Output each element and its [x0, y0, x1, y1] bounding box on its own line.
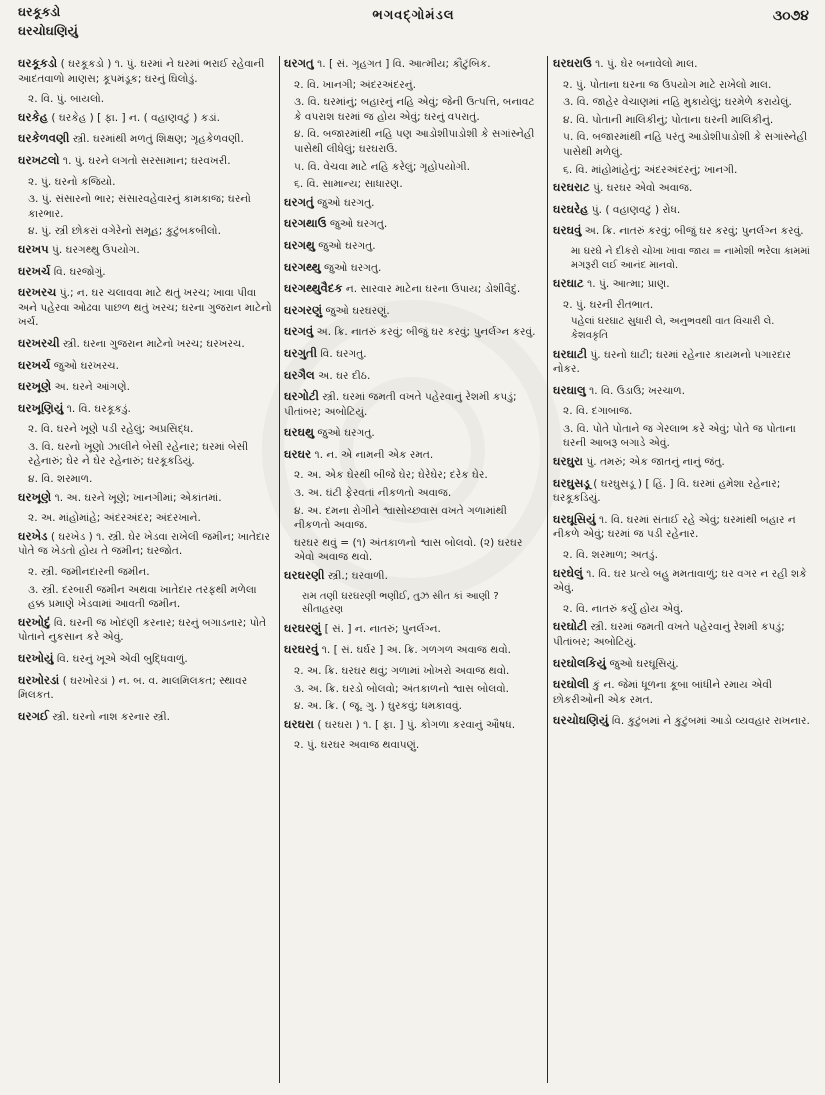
definition: ૧. [ સં. ગૃહગત ] વિ. આત્મીય; કૌટુંબિક. — [313, 58, 491, 70]
dictionary-entry — [284, 389, 542, 419]
sub-sense: ૨. અ. એક ઘેરથી બીજે ઘેર; ઘેરેઘેર; દરેક ઘેર. — [294, 469, 488, 482]
headword: ઘરખરચી — [18, 335, 60, 350]
dictionary-entry — [18, 110, 274, 126]
dictionary-entry — [284, 56, 542, 72]
sub-sense: ૨. અ. ક્રિ. ઘરઘર થવું; ગળામાં ખોખરો અવાજ થવો. — [294, 665, 510, 677]
headword: ઘરખોયું — [18, 651, 54, 665]
headword: ઘરગુતી — [284, 345, 318, 360]
sub-sense: ૨. વિ. નાતરું કર્યું હોય એવું. — [563, 602, 684, 615]
headword: ઘરખર્ચ — [18, 357, 51, 372]
dictionary-entry — [553, 202, 811, 218]
headword: ઘરગથ્થુવૈદક — [284, 281, 343, 296]
definition: જુઓ ઘરઘૂસિયું. — [606, 657, 679, 670]
definition: સ્ત્રી. ઘરમાં જમતી વખતે પહેરવાનું રેશમી કપડું; પીતાંબર; અબોટિયું. — [553, 621, 785, 648]
headword: ઘરઘર — [284, 446, 312, 461]
sub-sense: ૩. સ્ત્રી. દરબારી જમીન અથવા ખાતેદાર તરફથી મળેલા હક્ક પ્રમાણે ખેડવામાં આવતી જમીન. — [28, 583, 257, 611]
headword: ઘરઘરવું — [284, 642, 319, 657]
sub-sense: ૫. વિ. બજારમાંથી નહિ પરંતુ આડોશીપાડોશી કે સગાંસ્નેહી પાસેથી મળેલું. — [563, 131, 808, 158]
headword: ઘરઘરણું — [284, 620, 322, 635]
headword: ઘરઘરેહ — [553, 201, 589, 216]
dictionary-entry — [553, 656, 811, 672]
definition: ૧. પું. આત્મા; પ્રાણ. — [583, 278, 670, 291]
dictionary-entry — [284, 642, 542, 658]
sub-sense: ૬. વિ. માંહોમાંહેનું; અંદરઅંદરનું; ખાનગી. — [563, 163, 738, 176]
sub-sense: ઘરઘર થવું = (૧) અંતકાળનો શ્વાસ બોલવો. (૨) ઘરઘર એવો અવાજ થવો. — [294, 536, 523, 564]
headword: ઘરઘવું — [553, 223, 582, 238]
definition: ૧. [ સં. ઘર્ઘર ] અ. ક્રિ. ગળગળ અવાજ થવો. — [318, 644, 512, 657]
headword: ઘરખટલો — [18, 152, 60, 167]
sub-sense: ૨. પું. ઘરઘર અવાજ થવાપણું. — [294, 739, 420, 752]
dictionary-entry — [18, 379, 274, 395]
column-divider — [547, 56, 548, 1083]
column-divider — [279, 56, 280, 1083]
headword: ઘરઘાટ — [553, 276, 584, 291]
headword: ઘરઘાટી — [553, 346, 588, 361]
usage-quote: પહેલાં ઘરઘાટ સુધારી લે, અનુભવથી વાત વિચારી લે. કેશવકૃતિ — [571, 316, 775, 341]
definition: જુઓ ઘરખરચ. — [50, 359, 120, 372]
sub-sense: ૪. પું. સ્ત્રી છોકરાં વગેરેનો સમૂહ; કુટુંબકબીલો. — [28, 225, 221, 238]
dictionary-entry — [18, 264, 274, 280]
dictionary-entry — [18, 651, 274, 667]
definition: પું. ઘરઘર એવો અવાજ. — [589, 182, 693, 195]
headword: ઘરગથાઉ — [284, 216, 327, 231]
sub-sense: ૨. વિ. ઘરને ખૂણે પડી રહેલું; અપ્રસિદ્ધ. — [28, 423, 194, 436]
definition: વિ. ઘરજોગું. — [50, 265, 106, 278]
column-left — [18, 56, 274, 1087]
headword: ઘરકૂકડો — [18, 56, 58, 70]
dictionary-entry — [553, 180, 811, 196]
definition: ( ઘરકેહ ) [ ફા. ] ન. ( વહાણવટું ) કડાં. — [48, 111, 221, 124]
definition: પું. ( વહાણવટું ) રોધ. — [588, 203, 681, 216]
definition: ( ઘરખેડ ) ૧. સ્ત્રી. ઘેર ખેડવા રાખેલી જમીન; ખાતેદાર પોતે જ ખેડતો હોય તે જમીન; ઘરજોત. — [18, 530, 270, 558]
headword: ઘરગથુ — [284, 237, 315, 252]
usage-quote: મા ઘરઘે ને દીકરો ચોખા ખાવા જાય = નામોશી ભરેલા કામમાં મગરૂરી લઈ આનંદ માનવો. — [571, 245, 810, 271]
dictionary-entry — [18, 336, 274, 352]
sub-sense: ૨. સ્ત્રી. જમીનદારની જમીન. — [28, 566, 150, 579]
definition: અ. ઘર દીઠ. — [314, 369, 371, 382]
headword: ઘરઘેલું — [553, 565, 583, 580]
definition: વિ. ઘરનું ખૂએ એવી બુદ્ધિવાળું. — [53, 653, 188, 665]
dictionary-entry — [18, 401, 274, 417]
dictionary-entry — [18, 285, 274, 330]
definition: ૧. વિ. ઘરકૂકડું. — [63, 402, 131, 415]
sub-sense: ૨. પું. ઘરનો કજિયો. — [28, 175, 116, 188]
dictionary-entry — [284, 260, 542, 276]
dictionary-entry — [553, 454, 811, 470]
definition: ( ઘરકૂકડો ) ૧. પું. ઘરમાં ને ઘરમાં ભરાઈ રહેવાની આદતવાળો માણસ; કૂપમંડૂક; ઘરનું ઘિલોડું. — [18, 58, 265, 85]
headword: ઘરગઈ — [18, 708, 49, 723]
dictionary-entry — [284, 324, 542, 340]
headword: ઘરગતુ — [284, 56, 314, 70]
dictionary-entry — [18, 153, 274, 169]
headword: ઘરઘથુ — [284, 425, 315, 440]
definition: અ. ક્રિ. નાતરું કરવું; બીજું ઘર કરવું; પુનર્લગ્ન કરવું. — [313, 326, 536, 339]
headword: ઘરગવું — [284, 324, 314, 339]
column-right — [553, 56, 811, 1087]
dictionary-entry — [553, 476, 811, 506]
headword: ઘરકેળવણી — [18, 131, 70, 146]
definition: પું.; ન. ઘર ચલાવવા માટે થતું ખરચ; ખાવા પીવા અને પહેરવા ઓઢવા પાછળ થતું ખરચ; ઘરના ગુજરાન માટેનો ખર્ચ. — [18, 287, 272, 329]
dictionary-entry — [553, 347, 811, 377]
sub-sense: ૨. અ. માંહોમાંહે; અંદરઅંદર; અંદરખાને. — [28, 512, 201, 525]
dictionary-entry — [553, 56, 811, 72]
sub-sense: ૨. વિ. શરમાળ; અતડું. — [563, 549, 658, 562]
definition: ( ઘરઘરા ) ૧. [ ફા. ] પું. કોગળા કરવાનું ઔષધ. — [313, 718, 516, 731]
headword: ઘરગરણું — [284, 302, 323, 317]
definition: ૧. વિ. ઘરમાં સંતાઈ રહે એવું; ઘરમાંથી બહાર ન નીકળે એવું; ઘરમાં જ પડી રહેનાર. — [553, 513, 796, 541]
headword: ઘરઘૂસિયું — [553, 511, 596, 526]
definition: ૧. અ. ઘરને ખૂણે; ખાનગીમાં; એકાંતમાં. — [51, 491, 222, 504]
headword: ઘરખોદું — [18, 614, 51, 629]
page-number: ૩૦૭૪ — [772, 8, 809, 24]
dictionary-entry — [284, 368, 542, 384]
definition: જુઓ ઘરગતુ. — [314, 427, 375, 440]
sub-sense: ૬. વિ. સામાન્ય; સાધારણ. — [294, 178, 403, 191]
dictionary-entry — [18, 358, 274, 374]
dictionary-entry — [284, 425, 542, 441]
headword: ઘરકેહ — [18, 109, 48, 124]
sub-sense: ૪. અ. દમના રોગીને શ્વાસોચ્છ્વાસ વખતે ગળામાંથી નીકળતો અવાજ. — [294, 504, 507, 532]
headword: ઘરખપ — [18, 241, 49, 256]
dictionary-entry — [284, 621, 542, 637]
headword: ઘરઘોલકિયું — [553, 655, 607, 670]
dictionary-entry — [18, 709, 274, 725]
dictionary-entry — [18, 242, 274, 258]
definition: સ્ત્રી. ઘરમાં જમતી વખતે પહેરવાનું રેશમી કપડું; પીતાંબર; અબોટિયું. — [284, 391, 517, 418]
dictionary-entry — [18, 490, 274, 506]
sub-sense: ૨. વિ. દગાબાજ. — [563, 405, 633, 418]
definition: જુઓ ઘરગતુ. — [320, 261, 382, 274]
dictionary-entry — [284, 216, 542, 232]
usage-quote: રામ તણી ઘરઘરણી ભણીઈ, તુઝ સીત કાં આણી ? સીતાહરણ — [302, 590, 499, 616]
dictionary-entry — [553, 383, 811, 399]
definition: ( ઘરખોરડાં ) ન. બ. વ. માલમિલકત; સ્થાવર મિલકત. — [18, 674, 248, 702]
dictionary-entry — [18, 131, 274, 147]
headword: ઘરઘાલુ — [553, 382, 586, 397]
definition: પું. તમરું; એક જાતનું નાનું જંતુ. — [582, 456, 725, 469]
sub-sense: ૩. વિ. ઘરનો ખૂણો ઝાલીને બેસી રહેનાર; ઘરમાં બેસી રહેનારું; ઘેર ને ઘેર રહેનારું; ઘરકૂકડિયું. — [28, 440, 249, 468]
dictionary-entry — [284, 717, 542, 733]
definition: પું. ઘરનો ઘાટી; ઘરમાં રહેનાર કાયમનો પગારદાર નોકર. — [553, 348, 791, 376]
headword: ઘરઘરાઉ — [553, 56, 592, 70]
headword: ઘરખૂણે — [18, 489, 52, 504]
sub-sense: ૩. વિ. ઘરમાંનું; બહારનું નહિ એવું; જેની ઉત્પત્તિ, બનાવટ કે વપરાશ ઘરમાં જ હોય એવું; ઘરનું વપરાતું. — [294, 96, 535, 123]
headword: ઘરખેડ — [18, 528, 48, 543]
definition: જુઓ ઘરગતુ. — [326, 218, 388, 231]
definition: જુઓ ઘરઘરણું. — [322, 304, 390, 317]
sub-sense: ૨. પું. ઘરની રીતભાત. — [563, 298, 654, 311]
guide-word-last: ઘરચોઘણિયું — [18, 23, 78, 38]
definition: સ્ત્રી. ઘરનો નાશ કરનાર સ્ત્રી. — [48, 710, 170, 723]
dictionary-entry — [553, 713, 811, 729]
definition: સ્ત્રી.; ઘરવાળી. — [324, 570, 388, 583]
column-middle — [284, 56, 542, 1087]
headword: ઘરગથ્થુ — [284, 259, 321, 274]
dictionary-entry — [284, 568, 542, 584]
definition: ન. સારવાર માટેના ઘરના ઉપાય; ડોશીવૈદું. — [342, 283, 521, 296]
definition: [ સં. ] ન. નાતરું; પુનર્લગ્ન. — [321, 622, 441, 635]
headword: ઘરઘરણી — [284, 568, 325, 583]
headword: ઘરઘરાટ — [553, 180, 590, 195]
sub-sense: ૫. વિ. વેચવા માટે નહિ કરેલું; ગૃહોપયોગી. — [294, 160, 471, 173]
definition: અ. ક્રિ. નાતરું કરવું; બીજું ઘર કરવું; પુનર્લગ્ન કરવું. — [581, 225, 804, 238]
dictionary-entry — [284, 281, 542, 297]
definition: અ. ઘરને આંગણે. — [51, 381, 130, 394]
dictionary-entry — [284, 195, 542, 211]
definition: વિ. કુટુંબમાં ને કુટુંબમાં આડો વ્યવહાર રાખનાર. — [608, 715, 810, 728]
definition: ૧. ન. એ નામની એક રમત. — [311, 448, 434, 461]
headword: ઘરગતું — [284, 194, 314, 209]
sub-sense: ૪. અ. ક્રિ. ( જૂ. ગુ. ) ઘુરકવું; ધમકાવવું. — [294, 700, 462, 713]
dictionary-entry — [284, 238, 542, 254]
definition: સ્ત્રી. ઘરમાંથી મળતું શિક્ષણ; ગૃહકેળવણી. — [69, 133, 244, 146]
dictionary-entry — [284, 303, 542, 319]
guide-word-first: ઘરકૂકડો — [18, 4, 61, 19]
headword: ઘરઘુરા — [553, 454, 583, 469]
headword: ઘરઘુસડૂ — [553, 475, 590, 490]
sub-sense: ૪. વિ. પોતાની માલિકીનું; પોતાના ઘરની માલિકીનું. — [563, 113, 774, 126]
definition: ( ઘરઘુસડૂ ) [ હિં. ] વિ. ઘરમાં હમેશા રહેનાર; ઘરકૂકડિયું. — [553, 477, 781, 505]
definition: પું. ઘરગથ્થુ ઉપયોગ. — [48, 243, 140, 256]
definition: વિ. ઘરની જ ખોદણી કરનાર; ઘરનું બગાડનાર; પોતે પોતાને નુકસાન કરે એવું. — [18, 616, 267, 644]
definition: ૧. પું. ઘેર બનાવેલો માલ. — [591, 58, 698, 70]
headword: ઘરખૂણે — [18, 379, 52, 394]
dictionary-entry — [18, 615, 274, 645]
sub-sense: ૩. અ. ઘંટી ફેરવતાં નીકળતો અવાજ. — [294, 487, 452, 500]
dictionary-entry — [284, 447, 542, 463]
headword: ઘરઘોટી — [553, 619, 588, 634]
headword: ઘરખોરડાં — [18, 672, 60, 687]
definition: ૧. વિ. ઉડાઉ; ખરચાળ. — [585, 384, 686, 397]
dictionary-entry — [284, 346, 542, 362]
dictionary-entry — [18, 673, 274, 703]
page-header — [18, 4, 809, 56]
dictionary-entry — [18, 56, 274, 86]
headword: ઘરઘરા — [284, 716, 314, 731]
headword: ઘરઘોલી — [553, 677, 590, 692]
sub-sense: ૪. વિ. બજારમાંથી નહિ પણ આડોશીપાડોશી કે સગાંસ્નેહી પાસેથી લીધેલું; ઘરઘરાઉ. — [294, 128, 535, 155]
headword: ઘરગૈલ — [284, 367, 315, 382]
definition: કું ન. જેમાં ધૂળના કૂબા બાંધીને રમાય એવી છોકરીઓની એક રમત. — [553, 679, 773, 706]
definition: સ્ત્રી. ઘરના ગુજરાન માટેનો ખરચ; ઘરખરચ. — [59, 337, 245, 350]
sub-sense: ૪. વિ. શરમાળ. — [28, 473, 93, 486]
sub-sense: ૨. પું. પોતાના ઘરના જ ઉપયોગ માટે રાખેલો માલ. — [563, 78, 772, 91]
headword: ઘરખરચ — [18, 285, 57, 300]
dictionary-entry — [553, 677, 811, 707]
definition: ૧. પું. ઘરને લગતો સરસામાન; ઘરવખરી. — [59, 154, 231, 167]
sub-sense: ૩. વિ. પોતે પોતાને જ ગેરલાભ કરે એવું; પોતે જ પોતાના ઘરની આબરૂ બગાડે એવું. — [563, 422, 796, 450]
dictionary-entry — [553, 619, 811, 649]
dictionary-entry — [553, 223, 811, 239]
definition: ૧. વિ. ઘર પ્રત્યે બહુ મમતાવાળું; ઘર વગર ન રહી શકે એવું. — [553, 567, 807, 595]
headword: ઘરખૂણિયું — [18, 400, 64, 415]
dictionary-entry — [553, 566, 811, 596]
dictionary-entry — [553, 276, 811, 292]
definition: જુઓ ઘરગતુ. — [313, 196, 375, 209]
dictionary-entry — [18, 529, 274, 559]
headword: ઘરચોઘણિયું — [553, 713, 609, 728]
dictionary-entry — [553, 512, 811, 542]
sub-sense: ૨. વિ. ખાનગી; અંદરઅંદરનું. — [294, 78, 416, 91]
book-title: ભગવદ્ગોમંડલ — [372, 8, 455, 23]
sub-sense: ૩. પું. સંસારનો ભાર; સંસારવહેવારનું કામકાજ; ઘરનો કારભાર. — [28, 193, 251, 220]
definition: જુઓ ઘરગતુ. — [314, 239, 376, 252]
sub-sense: ૨. વિ. પું. બાયલો. — [28, 93, 105, 106]
sub-sense: ૩. અ. ક્રિ. ઘરડો બોલવો; અંતકાળનો શ્વાસ બોલવો. — [294, 682, 509, 695]
definition: વિ. ઘરગતુ. — [317, 347, 367, 360]
headword: ઘરગોટી — [284, 389, 319, 404]
sub-sense: ૩. વિ. જાહેર વેચાણમાં નહિ મુકાયેલું; ઘરમેળે કરાયેલું. — [563, 96, 792, 109]
headword: ઘરખર્ચ — [18, 263, 51, 278]
